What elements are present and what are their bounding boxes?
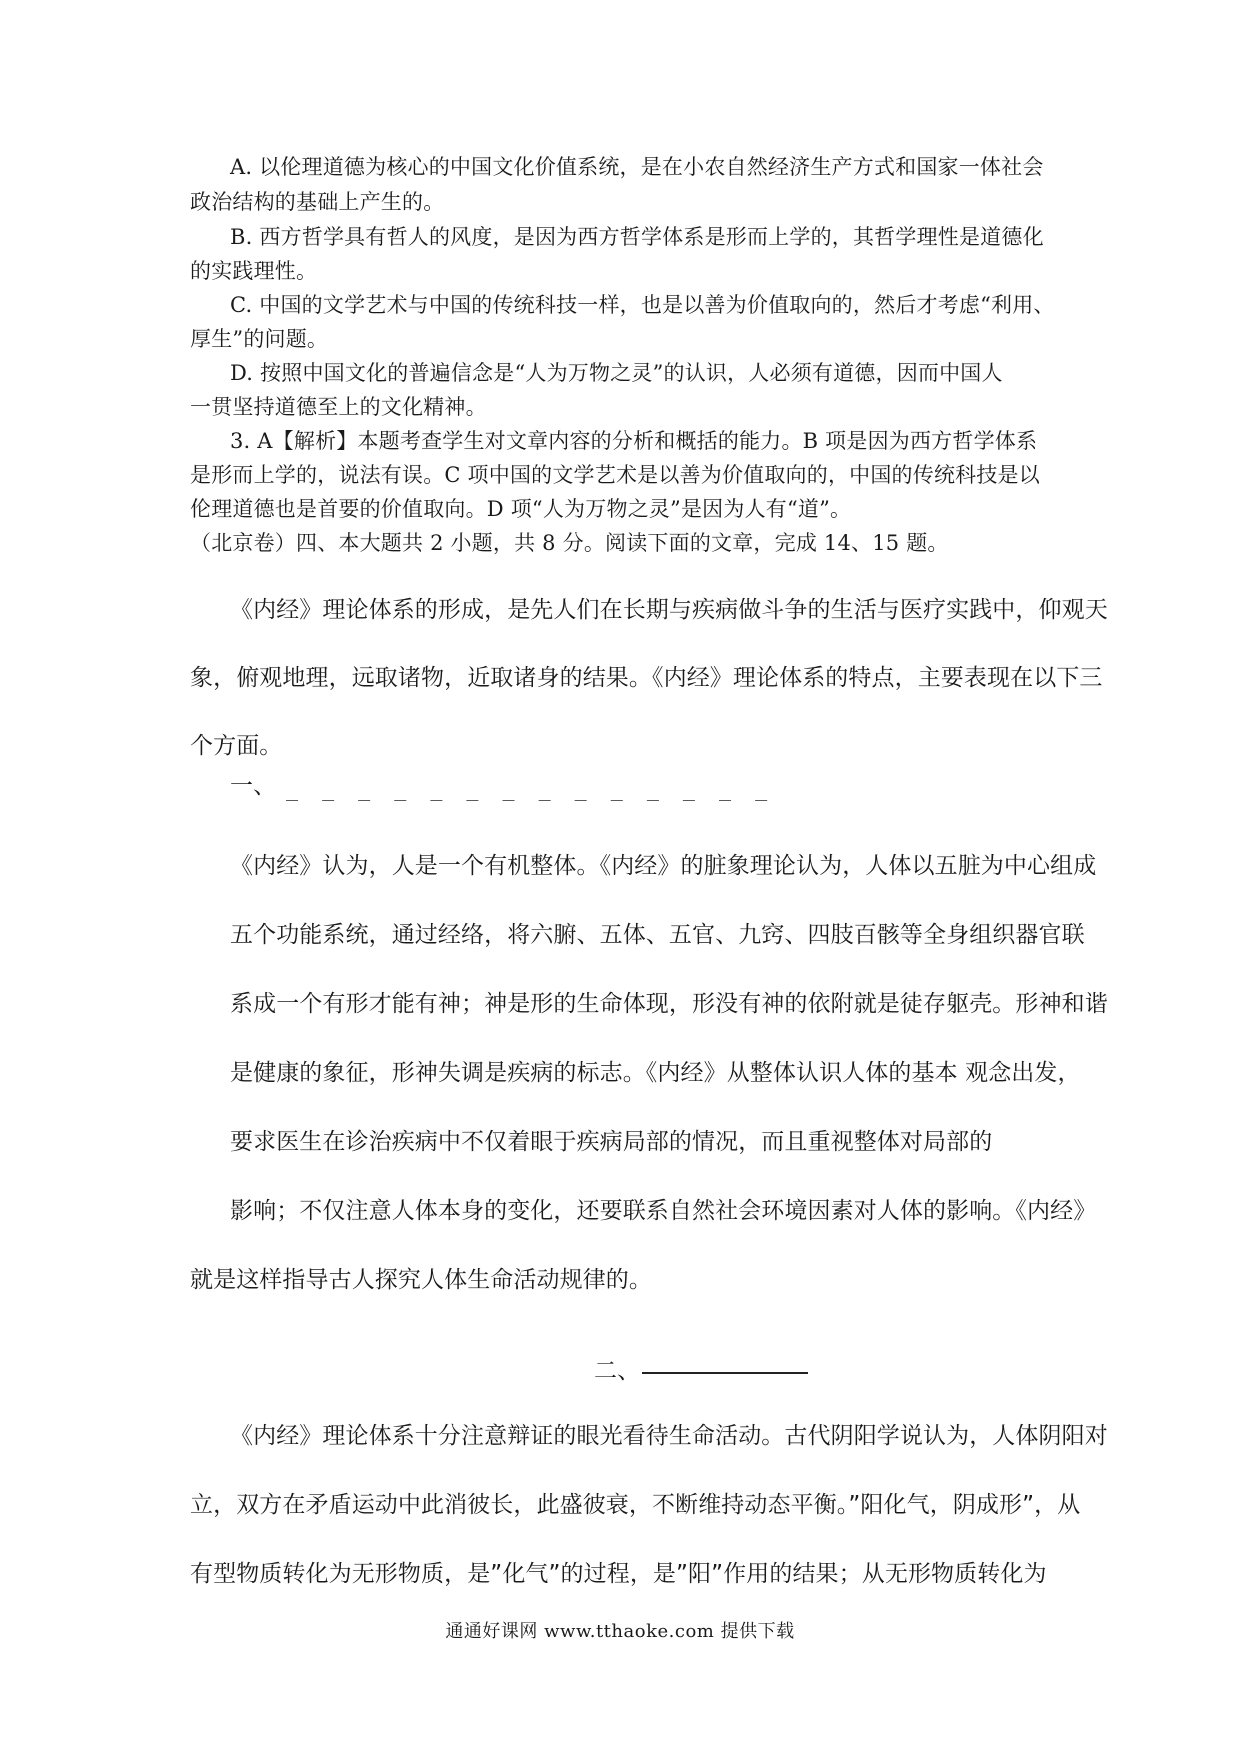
paragraph-one-line-5: 要求医生在诊治疾病中不仅着眼于疾病局部的情况，而且重视整体对局部的 bbox=[230, 1129, 993, 1155]
option-b-line-2: 的实践理性。 bbox=[190, 259, 318, 283]
heading-one: 一、 bbox=[230, 773, 277, 799]
option-c-line-2: 厚生”的问题。 bbox=[190, 327, 329, 351]
heading-two-blank bbox=[642, 1372, 808, 1374]
section-header: （北京卷）四、本大题共 2 小题，共 8 分。阅读下面的文章，完成 14、15 题。 bbox=[190, 531, 949, 555]
option-a-line-1: A. 以伦理道德为核心的中国文化价值系统，是在小农自然经济生产方式和国家一体社会 bbox=[230, 155, 1044, 179]
paragraph-one-line-7: 就是这样指导古人探究人体生命活动规律的。 bbox=[190, 1267, 652, 1293]
option-b-line-1: B. 西方哲学具有哲人的风度，是因为西方哲学体系是形而上学的，其哲学理性是道德化 bbox=[230, 225, 1044, 249]
paragraph-one-line-6: 影响；不仅注意人体本身的变化，还要联系自然社会环境因素对人体的影响。《内经》 bbox=[230, 1198, 1097, 1224]
answer-line-3: 伦理道德也是首要的价值取向。D 项“人为万物之灵”是因为人有“道”。 bbox=[190, 497, 852, 521]
option-c-line-1: C. 中国的文学艺术与中国的传统科技一样，也是以善为价值取向的，然后才考虑“利用、 bbox=[230, 293, 1055, 317]
paragraph-one-line-3: 系成一个有形才能有神；神是形的生命体现，形没有神的依附就是徒存躯壳。形神和谐 bbox=[230, 991, 1108, 1017]
heading-one-blank: _ _ _ _ _ _ _ _ _ _ _ _ _ _ bbox=[286, 777, 774, 801]
paragraph-one-line-2: 五个功能系统，通过经络，将六腑、五体、五官、九窍、四肢百骸等全身组织器官联 bbox=[230, 922, 1085, 948]
page-footer: 通通好课网 www.tthaoke.com 提供下载 bbox=[445, 1621, 795, 1642]
option-a-line-2: 政治结构的基础上产生的。 bbox=[190, 190, 445, 214]
paragraph-two-line-2: 立，双方在矛盾运动中此消彼长，此盛彼衰，不断维持动态平衡。”阳化气，阴成形”，从 bbox=[190, 1492, 1081, 1518]
answer-line-2: 是形而上学的，说法有误。C 项中国的文学艺术是以善为价值取向的，中国的传统科技是以 bbox=[190, 463, 1040, 487]
paragraph-one-line-4: 是健康的象征，形神失调是疾病的标志。《内经》从整体认识人体的基本 观念出发， bbox=[230, 1060, 1081, 1086]
paragraph-two-line-1: 《内经》理论体系十分注意辩证的眼光看待生命活动。古代阴阳学说认为，人体阴阳对 bbox=[230, 1423, 1108, 1449]
passage-intro-line-1: 《内经》理论体系的形成，是先人们在长期与疾病做斗争的生活与医疗实践中，仰观天 bbox=[230, 597, 1108, 623]
passage-intro-line-3: 个方面。 bbox=[190, 733, 283, 759]
option-d-line-2: 一贯坚持道德至上的文化精神。 bbox=[190, 395, 487, 419]
option-d-line-1: D. 按照中国文化的普遍信念是“人为万物之灵”的认识，人必须有道德，因而中国人 bbox=[230, 361, 1003, 385]
paragraph-two-line-3: 有型物质转化为无形物质，是”化气”的过程，是”阳”作用的结果；从无形物质转化为 bbox=[190, 1561, 1047, 1587]
answer-line-1: 3. A【解析】本题考查学生对文章内容的分析和概括的能力。B 项是因为西方哲学体系 bbox=[230, 429, 1038, 453]
passage-intro-line-2: 象，俯观地理，远取诸物，近取诸身的结果。《内经》理论体系的特点，主要表现在以下三 bbox=[190, 665, 1103, 691]
paragraph-one-line-1: 《内经》认为，人是一个有机整体。《内经》的脏象理论认为，人体以五脏为中心组成 bbox=[230, 853, 1097, 879]
heading-two: 二、 bbox=[594, 1358, 641, 1384]
